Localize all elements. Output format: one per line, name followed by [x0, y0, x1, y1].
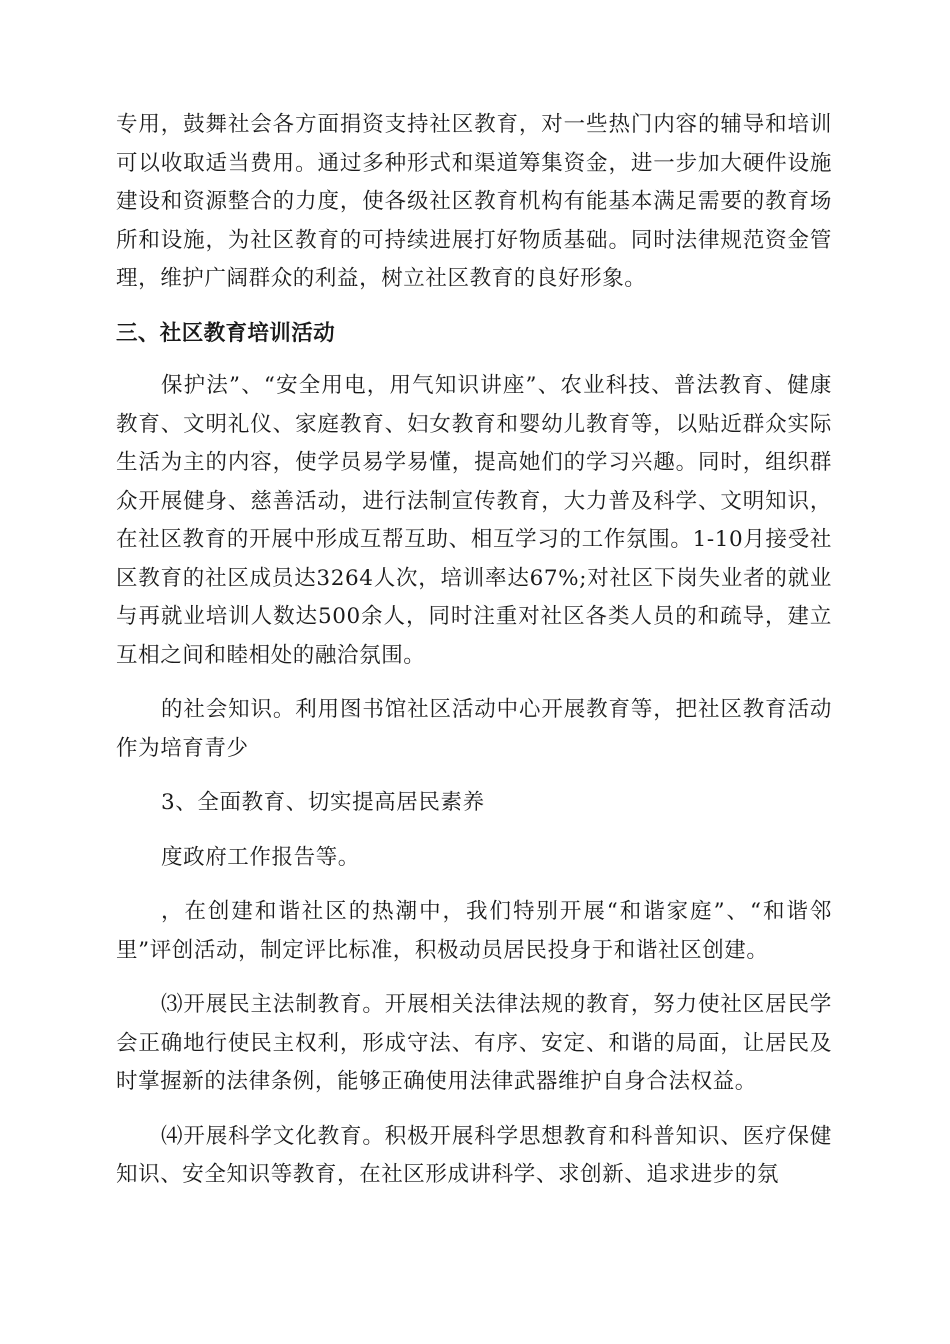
- paragraph-harmonious-community: ，在创建和谐社区的热潮中，我们特别开展“和谐家庭”、“和谐邻里”评创活动，制定评比标准，积极动员居民投身于和谐社区创建。: [116, 899, 832, 963]
- spacer: [116, 1102, 832, 1118]
- subheading-comprehensive-education: 3、全面教育、切实提高居民素养: [161, 790, 485, 815]
- paragraph-science-culture-education: ⑷开展科学文化教育。积极开展科学思想教育和科普知识、医疗保健知识、安全知识等教育，在社区形成讲科学、求创新、追求进步的氛: [116, 1123, 832, 1187]
- paragraph-government-report: 度政府工作报告等。: [161, 844, 360, 870]
- spacer: [116, 823, 832, 839]
- paragraph-democracy-law-education: ⑶开展民主法制教育。开展相关法律法规的教育，努力使社区居民学会正确地行使民主权利，形成守法、有序、安定、和谐的局面，让居民及时掌握新的法律条例，能够正确使用法律武器维护自身合法权益。: [116, 992, 832, 1094]
- spacer: [116, 970, 832, 986]
- section-heading: 三、社区教育培训活动: [116, 320, 336, 346]
- paragraph-funding: 专用，鼓舞社会各方面捐资支持社区教育，对一些热门内容的辅导和培训可以收取适当费用。通过多种形式和渠道筹集资金，进一步加大硬件设施建设和资源整合的力度，使各级社区教育机构有能基本满足需要的教育场所和设施，为社区教育的可持续进展打好物质基础。同时法律规范资金管理，维护广阔群众的利益，树立社区教育的良好形象。: [116, 112, 832, 291]
- paragraph-social-knowledge: 的社会知识。利用图书馆社区活动中心开展教育等，把社区教育活动作为培育青少: [116, 697, 832, 761]
- spacer: [116, 353, 832, 367]
- spacer: [116, 768, 832, 784]
- spacer: [116, 877, 832, 893]
- spacer: [116, 675, 832, 691]
- paragraph-training-activities: 保护法”、“安全用电，用气知识讲座”、农业科技、普法教育、健康教育、文明礼仪、家庭教育、妇女教育和婴幼儿教育等，以贴近群众实际生活为主的内容，使学员易学易懂，提高她们的学习兴趣。同时，组织群众开展健身、慈善活动，进行法制宣传教育，大力普及科学、文明知识，在社区教育的开展中形成互帮互助、相互学习的工作氛围。1-10月接受社区教育的社区成员达3264人次，培训率达67%;对社区下岗失业者的就业与再就业培训人数达500余人，同时注重对社区各类人员的和疏导，建立互相之间和睦相处的融洽氛围。: [116, 373, 832, 668]
- spacer: [116, 299, 832, 315]
